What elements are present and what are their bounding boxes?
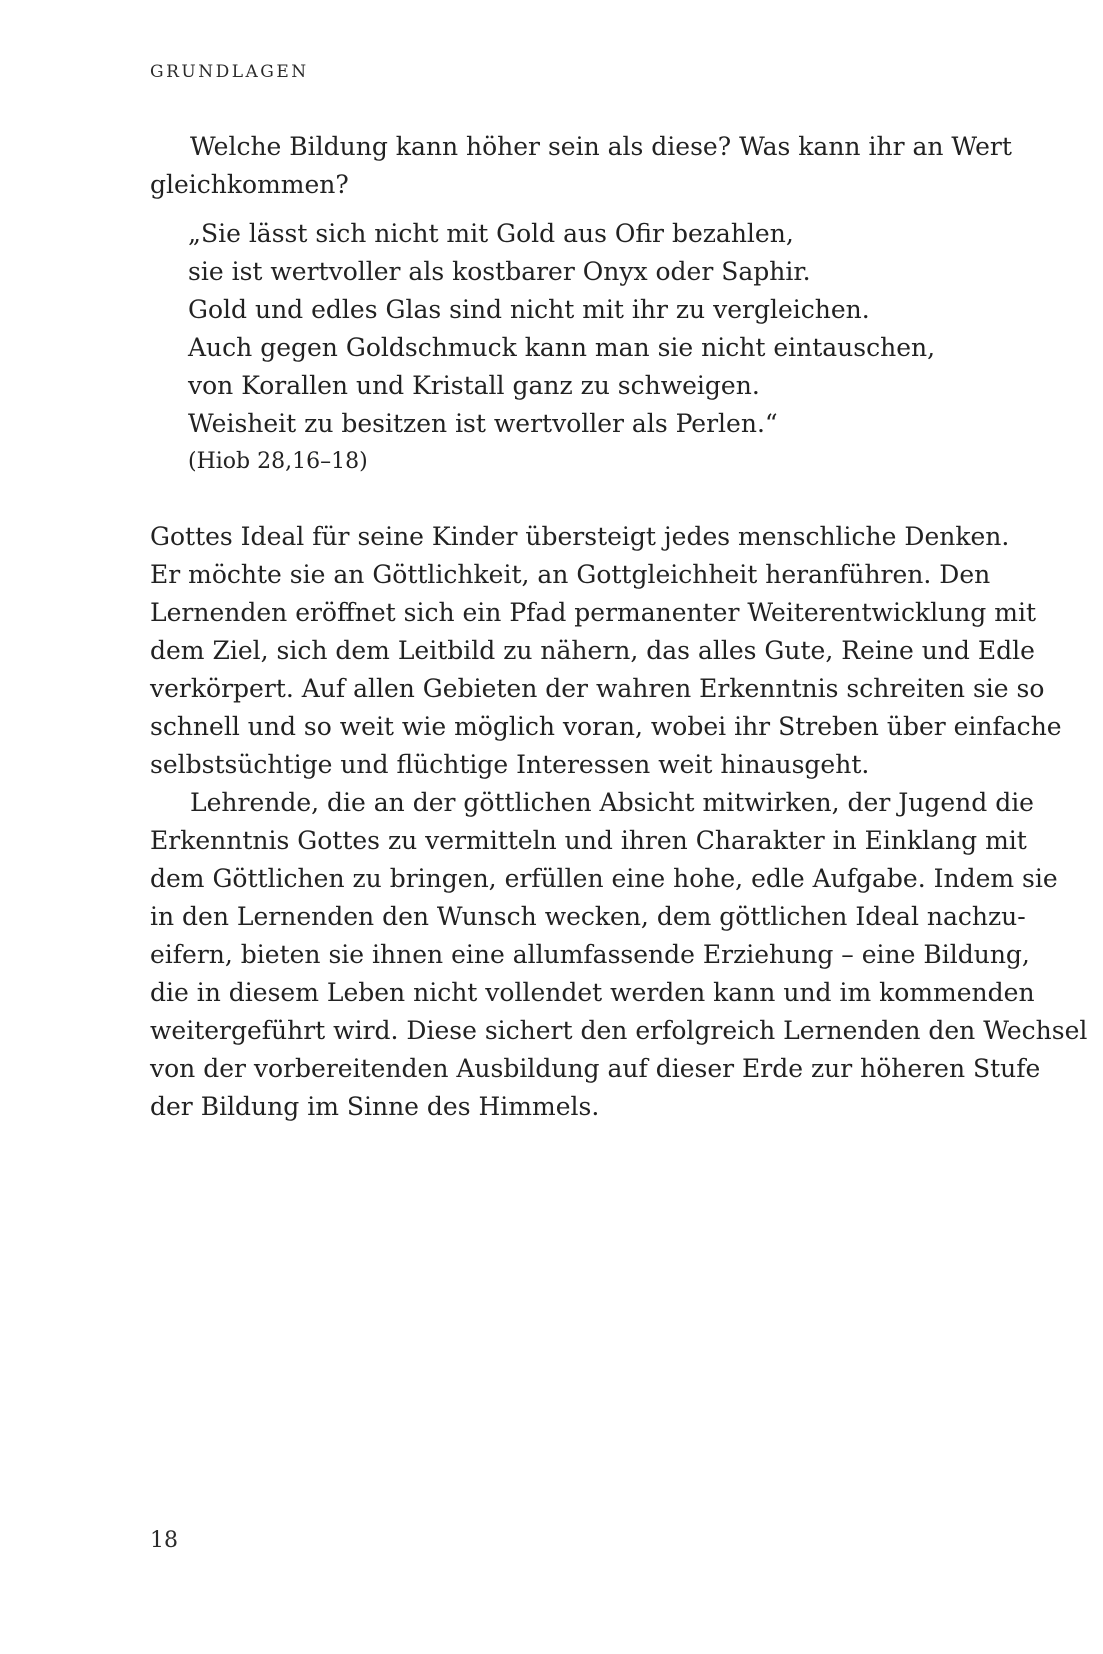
body-line: Gottes Ideal für seine Kinder übersteigt jedes menschliche Denken. — [150, 522, 1010, 551]
paragraph-2 — [150, 784, 1088, 1126]
quote-line: Gold und edles Glas sind nicht mit ihr zu vergleichen. — [188, 295, 870, 324]
body-line: dem Göttlichen zu bringen, erfüllen eine hohe, edle Aufgabe. Indem sie — [150, 864, 1058, 893]
quote-line: Auch gegen Goldschmuck kann man sie nicht eintauschen, — [188, 333, 936, 362]
block-quote — [188, 215, 935, 481]
body-line: von der vorbereitenden Ausbildung auf dieser Erde zur höheren Stufe — [150, 1054, 1041, 1083]
body-line: schnell und so weit wie möglich voran, wobei ihr Streben über einfache — [150, 712, 1062, 741]
page-number: 18 — [150, 1528, 178, 1553]
body-line: die in diesem Leben nicht vollendet werden kann und im kommenden — [150, 978, 1035, 1007]
body-line: der Bildung im Sinne des Himmels. — [150, 1092, 600, 1121]
paragraph-1 — [150, 518, 1062, 784]
quote-line: Weisheit zu besitzen ist wertvoller als Perlen.“ — [188, 409, 778, 438]
running-head: GRUNDLAGEN — [150, 62, 309, 82]
body-line: in den Lernenden den Wunsch wecken, dem göttlichen Ideal nachzu- — [150, 902, 1026, 931]
quote-line: sie ist wertvoller als kostbarer Onyx oder Saphir. — [188, 257, 811, 286]
body-line: Er möchte sie an Göttlichkeit, an Gottgleichheit heranführen. Den — [150, 560, 991, 589]
body-line: Erkenntnis Gottes zu vermitteln und ihren Charakter in Einklang mit — [150, 826, 1027, 855]
intro-paragraph — [150, 128, 1012, 204]
intro-line: Welche Bildung kann höher sein als diese? Was kann ihr an Wert — [190, 132, 1012, 161]
body-line: weitergeführt wird. Diese sichert den erfolgreich Lernenden den Wechsel — [150, 1016, 1088, 1045]
body-line: selbstsüchtige und flüchtige Interessen weit hinausgeht. — [150, 750, 870, 779]
body-line: verkörpert. Auf allen Gebieten der wahren Erkenntnis schreiten sie so — [150, 674, 1045, 703]
body-line: Lernenden eröffnet sich ein Pfad permanenter Weiterentwicklung mit — [150, 598, 1036, 627]
quote-reference: (Hiob 28,16–18) — [188, 449, 368, 474]
body-text — [150, 518, 1088, 1126]
quote-line: von Korallen und Kristall ganz zu schweigen. — [188, 371, 760, 400]
quote-line: „Sie lässt sich nicht mit Gold aus Ofir bezahlen, — [188, 219, 794, 248]
body-line: Lehrende, die an der göttlichen Absicht mitwirken, der Jugend die — [190, 788, 1034, 817]
body-line: dem Ziel, sich dem Leitbild zu nähern, das alles Gute, Reine und Edle — [150, 636, 1035, 665]
body-line: eifern, bieten sie ihnen eine allumfassende Erziehung – eine Bildung, — [150, 940, 1030, 969]
intro-line: gleichkommen? — [150, 170, 349, 199]
